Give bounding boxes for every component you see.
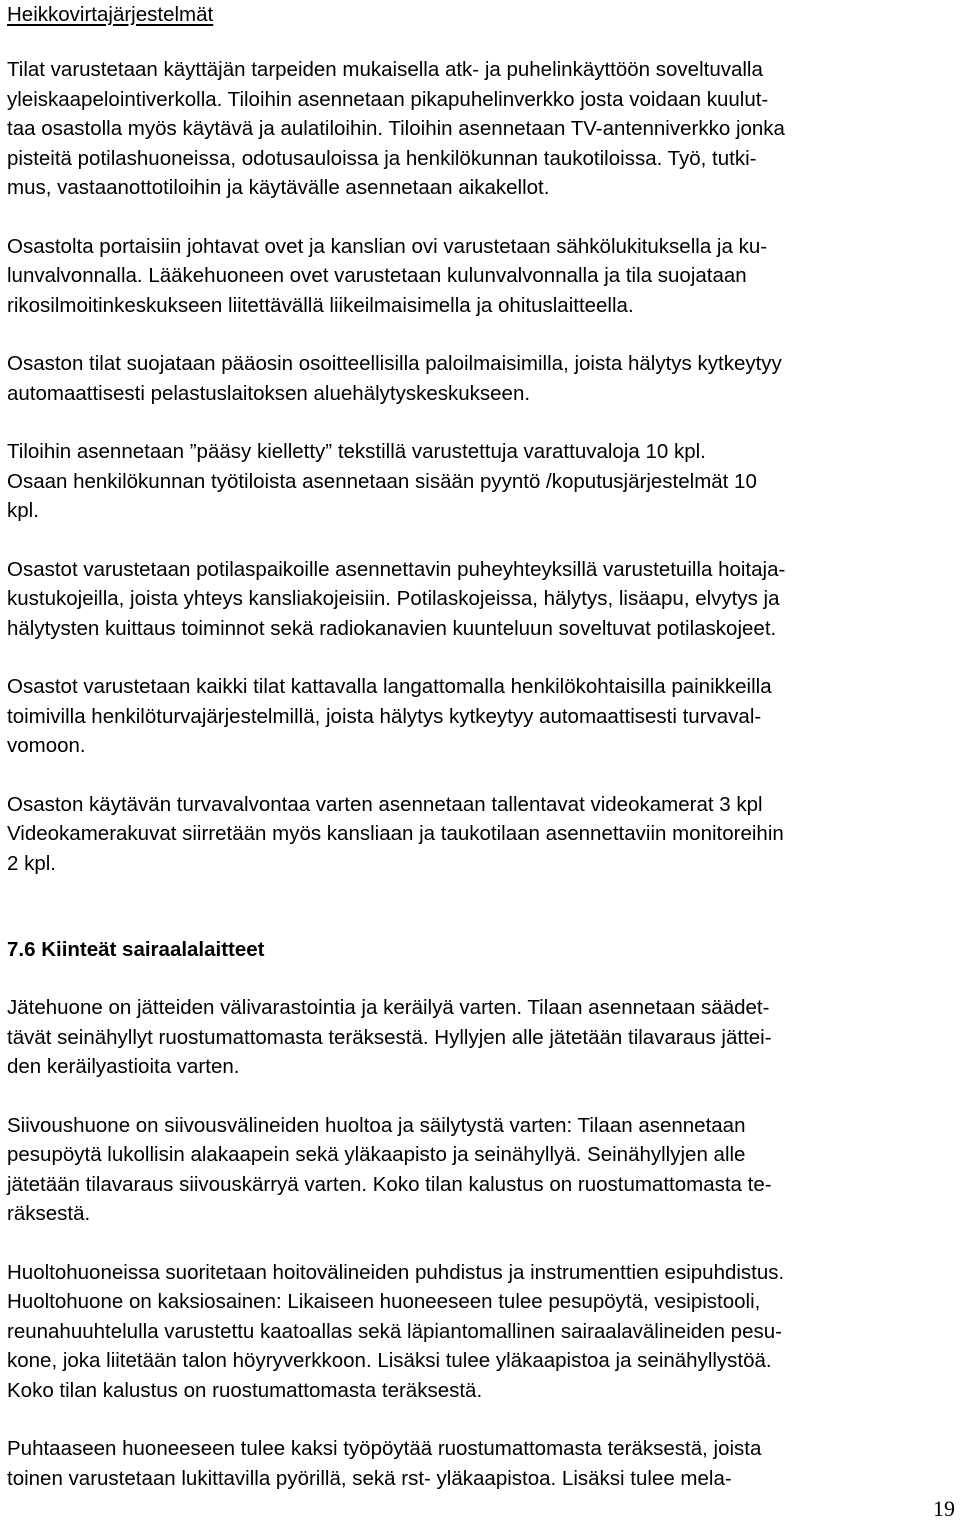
paragraph-nurse-call — [7, 555, 953, 644]
text-line: Jätehuone on jätteiden välivarastointia ja keräilyä varten. Tilaan asennetaan säädet- — [7, 996, 770, 1019]
text-line: Koko tilan kalustus on ruostumattomasta teräksestä. — [7, 1378, 483, 1402]
paragraph-access-control — [7, 232, 953, 321]
text-line: pisteitä potilashuoneissa, odotusauloissa ja henkilökunnan taukotiloissa. Työ, tutki- — [7, 146, 757, 170]
text-line: lunvalvonnalla. Lääkehuoneen ovet varustetaan kulunvalvonnalla ja tila suojataan — [7, 264, 747, 287]
paragraph-waste-room — [7, 993, 953, 1082]
paragraph-video-surveillance — [7, 790, 953, 879]
paragraph-fire-alarm — [7, 349, 953, 408]
text-line: Tilat varustetaan käyttäjän tarpeiden mukaisella atk- ja puhelinkäyttöön soveltuvalla — [7, 58, 763, 81]
page-number: 19 — [933, 1496, 955, 1521]
paragraph-occupied-lights — [7, 437, 953, 526]
text-line: Osastot varustetaan kaikki tilat kattavalla langattomalla henkilökohtaisilla painikkeilla — [7, 675, 772, 698]
section-title-heikkovirta: Heikkovirtajärjestelmät — [7, 3, 214, 26]
text-line: pesupöytä lukollisin alakaapein sekä yläkaapisto ja seinähyllyä. Seinähyllyjen alle — [7, 1143, 746, 1166]
text-line: kpl. — [7, 499, 39, 522]
text-line: jätetään tilavaraus siivouskärryä varten. Koko tilan kalustus on ruostumattomasta te- — [7, 1172, 772, 1196]
text-line: 2 kpl. — [7, 851, 56, 875]
text-line: Osaston tilat suojataan pääosin osoitteellisilla paloilmaisimilla, joista hälytys kytkeytyy — [7, 352, 782, 375]
text-line: mus, vastaanottotiloihin ja käytävälle asennetaan aikakellot. — [7, 176, 550, 199]
text-line: Osaston käytävän turvavalvontaa varten asennetaan tallentavat videokamerat 3 kpl — [7, 792, 763, 816]
text-line: Tiloihin asennetaan ”pääsy kielletty” tekstillä varustettuja varattuvaloja 10 kpl. — [7, 440, 706, 463]
document-page — [7, 0, 953, 1493]
text-line: hälytysten kuittaus toiminnot sekä radiokanavien kuunteluun soveltuvat potilaskojeet. — [7, 616, 777, 640]
text-line: kustukojeilla, joista yhteys kansliakojeisiin. Potilaskojeissa, hälytys, lisäapu, elvytys ja — [7, 587, 780, 610]
paragraph-clean-room — [7, 1434, 953, 1493]
text-line: toinen varustetaan lukittavilla pyörillä, sekä rst- yläkaapistoa. Lisäksi tulee mela- — [7, 1466, 732, 1490]
section-heading-7-6: 7.6 Kiinteät sairaalalaitteet — [7, 938, 265, 961]
text-line: reunahuuhtelulla varustettu kaatoallas sekä läpiantomallinen sairaalavälineiden pesu- — [7, 1319, 782, 1343]
text-line: automaattisesti pelastuslaitoksen aluehälytyskeskukseen. — [7, 381, 531, 405]
text-line: den keräilyastioita varten. — [7, 1055, 240, 1078]
text-line: vomoon. — [7, 734, 86, 757]
text-line: Huoltohuone on kaksiosainen: Likaiseen huoneeseen tulee pesupöytä, vesipistooli, — [7, 1290, 761, 1313]
text-line: kone, joka liitetään talon höyryverkkoon. Lisäksi tulee yläkaapistoa ja seinähyllystöä. — [7, 1349, 772, 1372]
text-line: yleiskaapelointiverkolla. Tiloihin asennetaan pikapuhelinverkko josta voidaan kuulut- — [7, 87, 769, 111]
paragraph-network — [7, 55, 953, 203]
text-line: räksestä. — [7, 1202, 91, 1225]
paragraph-personal-safety — [7, 672, 953, 761]
text-line: toimivilla henkilöturvajärjestelmillä, joista hälytys kytkeytyy automaattisesti turvaval- — [7, 704, 762, 728]
text-line: Videokamerakuvat siirretään myös kansliaan ja taukotilaan asennettaviin monitoreihin — [7, 822, 784, 845]
text-line: rikosilmoitinkeskukseen liitettävällä liikeilmaisimella ja ohituslaitteella. — [7, 293, 634, 317]
text-line: Puhtaaseen huoneeseen tulee kaksi työpöytää ruostumattomasta teräksestä, joista — [7, 1437, 762, 1460]
text-line: taa osastolla myös käytävä ja aulatiloihin. Tiloihin asennetaan TV-antenniverkko jonka — [7, 117, 785, 140]
paragraph-utility-room — [7, 1258, 953, 1406]
paragraph-cleaning-room — [7, 1111, 953, 1229]
text-line: Osastot varustetaan potilaspaikoille asennettavin puheyhteyksillä varustetuilla hoitaja- — [7, 557, 786, 581]
text-line: Siivoushuone on siivousvälineiden huoltoa ja säilytystä varten: Tilaan asennetaan — [7, 1113, 746, 1137]
text-line: Huoltohuoneissa suoritetaan hoitovälineiden puhdistus ja instrumenttien esipuhdistus. — [7, 1260, 785, 1284]
text-line: tävät seinähyllyt ruostumattomasta teräksestä. Hyllyjen alle jätetään tilavaraus jättei- — [7, 1025, 772, 1049]
text-line: Osaan henkilökunnan työtiloista asennetaan sisään pyyntö /koputusjärjestelmät 10 — [7, 469, 757, 493]
text-line: Osastolta portaisiin johtavat ovet ja kanslian ovi varustetaan sähkölukituksella ja ku- — [7, 234, 768, 258]
